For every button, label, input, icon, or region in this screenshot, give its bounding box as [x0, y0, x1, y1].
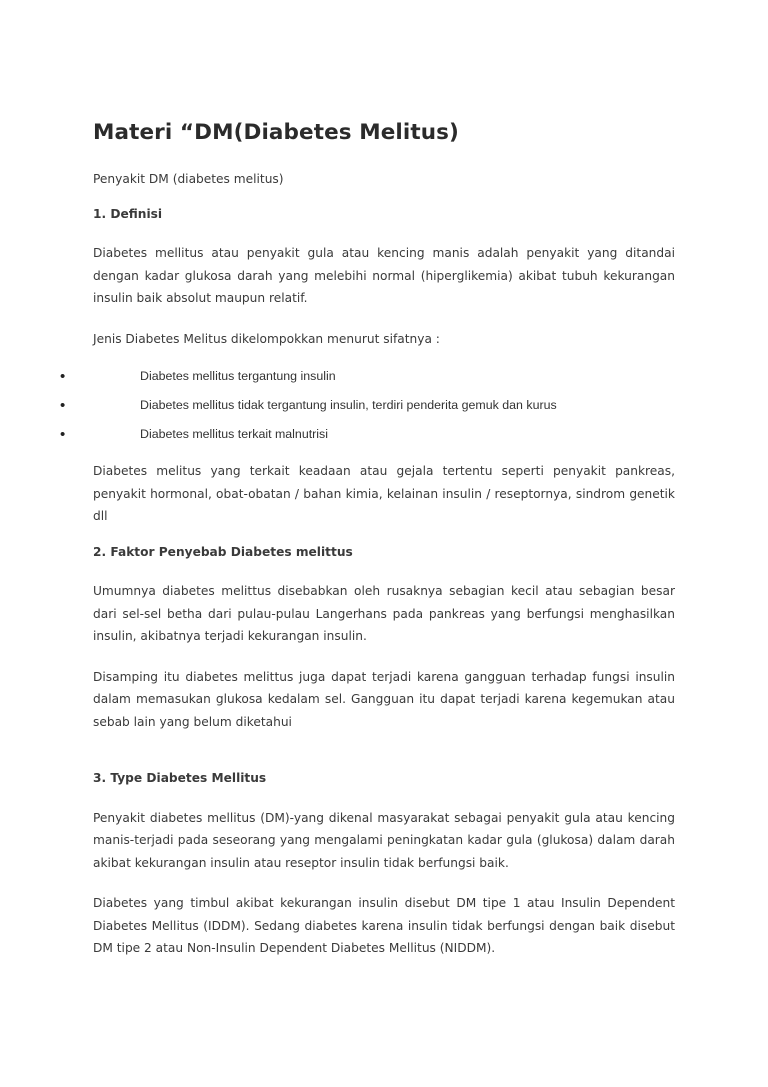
paragraph: Disamping itu diabetes melittus juga dapat terjadi karena gangguan terhadap fungsi insulin dalam memasukan glukosa kedalam sel. Gangguan itu dapat terjadi karena kegemukan atau sebab lain yang belum diketahui: [93, 669, 675, 729]
document-body: [60, 118, 675, 960]
list-item-text: Diabetes mellitus tidak tergantung insulin, terdiri penderita gemuk dan kurus: [140, 398, 557, 413]
paragraph: Penyakit diabetes mellitus (DM)-yang dikenal masyarakat sebagai penyakit gula atau kencing manis-terjadi pada seseorang yang mengalami peningkatan kadar gula (glukosa) dalam darah akibat kekurangan insulin atau reseptor insulin tidak berfungsi baik.: [93, 810, 675, 870]
paragraph: Diabetes melitus yang terkait keadaan atau gejala tertentu seperti penyakit pankreas, penyakit hormonal, obat-obatan / bahan kimia, kelainan insulin / reseptornya, sindrom genetik dll: [93, 464, 675, 524]
paragraph: Diabetes mellitus atau penyakit gula atau kencing manis adalah penyakit yang ditandai dengan kadar glukosa darah yang melebihi normal (hiperglikemia) akibat tubuh kekurangan insulin baik absolut maupun relatif.: [93, 246, 675, 306]
paragraph: Diabetes yang timbul akibat kekurangan insulin disebut DM tipe 1 atau Insulin Dependent Diabetes Mellitus (IDDM). Sedang diabetes karena insulin tidak berfungsi dengan baik disebut DM tipe 2 atau Non-Insulin Dependent Diabetes Mellitus (NIDDM).: [93, 896, 675, 956]
paragraph: Umumnya diabetes melittus disebabkan oleh rusaknya sebagian kecil atau sebagian besar dari sel-sel betha dari pulau-pulau Langerhans pada pankreas yang berfungsi menghasilkan insulin, akibatnya terjadi kekurangan insulin.: [93, 584, 675, 644]
bullet-icon: •: [60, 426, 66, 444]
list-item: [60, 362, 675, 391]
list-item: [60, 391, 675, 420]
section-heading-definisi: 1. Definisi: [93, 206, 163, 221]
section-heading-faktor-penyebab: 2. Faktor Penyebab Diabetes melittus: [93, 544, 353, 559]
list-item-text: Diabetes mellitus tergantung insulin: [140, 369, 336, 384]
paragraph: Jenis Diabetes Melitus dikelompokkan menurut sifatnya :: [93, 331, 440, 346]
page-title: Materi “DM(Diabetes Melitus): [93, 120, 459, 145]
list-item-text: Diabetes mellitus terkait malnutrisi: [140, 427, 328, 442]
bullet-icon: •: [60, 368, 66, 386]
list-item: [60, 420, 675, 449]
subtitle: Penyakit DM (diabetes melitus): [93, 172, 284, 187]
section-heading-type: 3. Type Diabetes Mellitus: [93, 771, 267, 786]
bullet-list: [60, 362, 675, 449]
bullet-icon: •: [60, 397, 66, 415]
